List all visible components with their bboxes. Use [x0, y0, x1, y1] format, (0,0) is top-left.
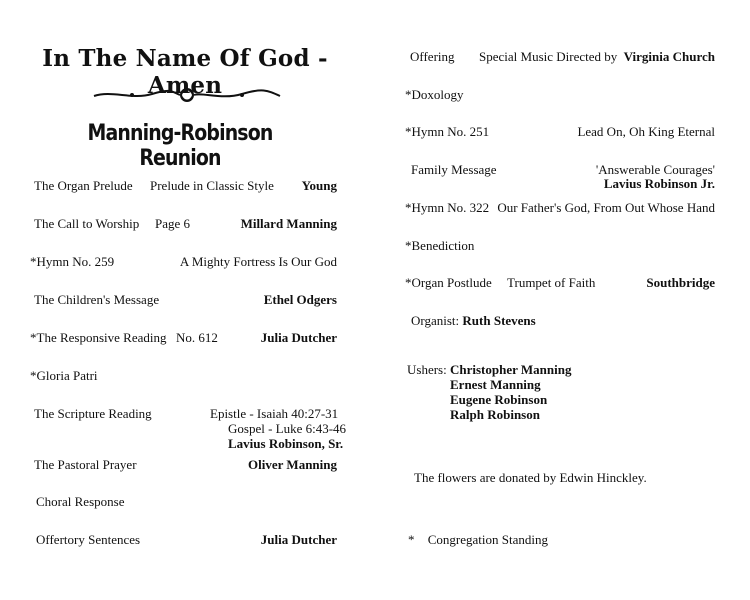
ushers-list: [450, 362, 571, 422]
family-message-title: 'Answerable Courages': [595, 162, 715, 177]
footnote-text: Congregation Standing: [427, 532, 548, 547]
childrens-message-person: Ethel Odgers: [263, 292, 337, 307]
epistle-reading: Epistle - Isaiah 40:27-31: [210, 406, 339, 421]
call-to-worship-detail: Page 6: [155, 216, 191, 231]
choral-response-label: Choral Response: [36, 494, 125, 509]
invocation-header: In The Name Of God - Amen: [42, 45, 328, 99]
scroll-ornament-icon: [92, 84, 282, 106]
benediction-label: *Benediction: [405, 238, 475, 253]
scripture-reading-block: [210, 406, 346, 451]
organ-postlude-person: Southbridge: [646, 275, 715, 290]
organist-line: [411, 313, 536, 328]
organ-postlude-label: *Organ Postlude: [405, 275, 492, 290]
responsive-reading-label: *The Responsive Reading: [30, 330, 167, 345]
responsive-reading-person: Julia Dutcher: [260, 330, 337, 345]
organ-prelude-person: Young: [301, 178, 337, 193]
family-message-label: Family Message: [411, 162, 497, 177]
hymn-251-title: Lead On, Oh King Eternal: [577, 124, 715, 139]
scripture-reading-label: The Scripture Reading: [34, 406, 152, 421]
offertory-sentences-person: Julia Dutcher: [260, 532, 337, 547]
offering-person: Virginia Church: [623, 49, 715, 64]
organ-postlude-title: Trumpet of Faith: [507, 275, 596, 290]
hymn-259-title: A Mighty Fortress Is Our God: [179, 254, 337, 269]
organist-name: Ruth Stevens: [462, 313, 536, 328]
hymn-322-label: *Hymn No. 322: [405, 200, 490, 215]
call-to-worship-label: The Call to Worship: [34, 216, 140, 231]
family-message-person: Lavius Robinson Jr.: [603, 176, 715, 191]
pastoral-prayer-person: Oliver Manning: [248, 457, 337, 472]
ushers-label: Ushers:: [407, 362, 447, 377]
childrens-message-label: The Children's Message: [34, 292, 160, 307]
gloria-patri-label: *Gloria Patri: [30, 368, 98, 383]
organ-prelude-label: The Organ Prelude: [34, 178, 133, 193]
offertory-sentences-label: Offertory Sentences: [36, 532, 141, 547]
gospel-reading: Gospel - Luke 6:43-46: [228, 421, 347, 436]
usher-name: Christopher Manning: [450, 362, 572, 377]
scripture-reader: Lavius Robinson, Sr.: [228, 436, 344, 451]
right-page: [372, 0, 750, 600]
offering-detail: Special Music Directed by: [479, 49, 618, 64]
doxology-label: *Doxology: [405, 87, 464, 102]
left-page: [0, 0, 372, 600]
footnote-mark: *: [408, 532, 415, 547]
pastoral-prayer-label: The Pastoral Prayer: [34, 457, 137, 472]
organ-prelude-detail: Prelude in Classic Style: [150, 178, 274, 193]
hymn-251-label: *Hymn No. 251: [405, 124, 490, 139]
reunion-title: Manning-Robinson Reunion: [87, 121, 273, 171]
hymn-322-title: Our Father's God, From Out Whose Hand: [497, 200, 715, 215]
footnote: [408, 532, 548, 547]
offering-label: Offering: [410, 49, 455, 64]
flowers-note: The flowers are donated by Edwin Hinckley.: [414, 470, 647, 485]
usher-name: Ralph Robinson: [450, 407, 540, 422]
call-to-worship-person: Millard Manning: [240, 216, 337, 231]
usher-name: Ernest Manning: [450, 377, 541, 392]
usher-name: Eugene Robinson: [450, 392, 548, 407]
responsive-reading-detail: No. 612: [176, 330, 218, 345]
hymn-259-label: *Hymn No. 259: [30, 254, 115, 269]
organist-label: Organist:: [411, 313, 460, 328]
